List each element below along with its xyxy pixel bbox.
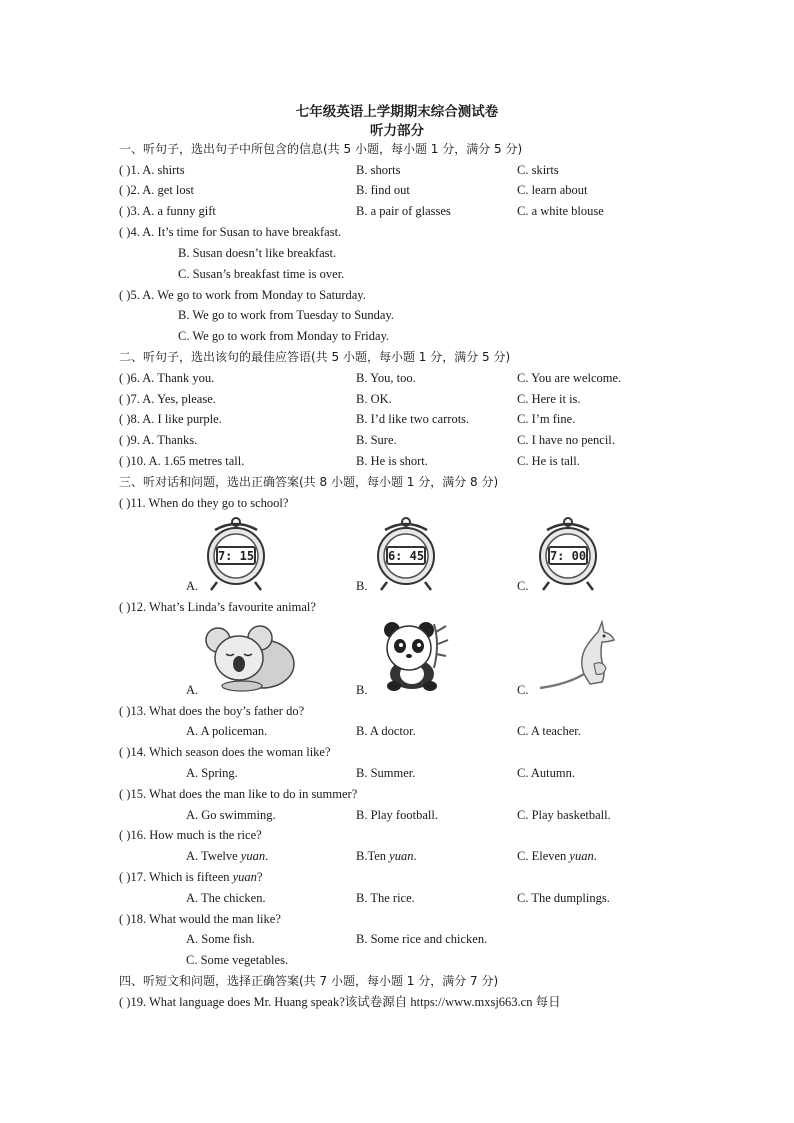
q15-option-a: A. Go swimming. — [186, 808, 276, 822]
q16-stem: ( )16. How much is the rice? — [119, 828, 262, 842]
koala-image — [204, 620, 296, 692]
kangaroo-image — [538, 618, 618, 692]
q7-stem: ( )7. A. Yes, please. — [119, 392, 216, 406]
q17-option-c: C. The dumplings. — [517, 891, 610, 905]
q17-option-a: A. The chicken. — [186, 891, 266, 905]
q16-option-b: B.Ten yuan. — [356, 849, 417, 863]
q9-option-b: B. Sure. — [356, 433, 397, 447]
q3-option-c: C. a white blouse — [517, 204, 604, 218]
q13-option-b: B. A doctor. — [356, 724, 416, 738]
q15-option-b: B. Play football. — [356, 808, 438, 822]
q5-option-c: C. We go to work from Monday to Friday. — [178, 329, 390, 343]
section3-heading: 三、听对话和问题，选出正确答案(共 8 小题，每小题 1 分，满分 8 分) — [119, 475, 499, 489]
q16-option-c: C. Eleven yuan. — [517, 849, 597, 863]
q2-option-c: C. learn about — [517, 183, 588, 197]
q2-stem: ( )2. A. get lost — [119, 183, 194, 197]
q12-stem: ( )12. What’s Linda’s favourite animal? — [119, 600, 316, 614]
q8-stem: ( )8. A. I like purple. — [119, 412, 222, 426]
panda-image — [378, 618, 452, 692]
clock-b-time: 6: 45 — [387, 549, 425, 563]
q5-option-b: B. We go to work from Tuesday to Sunday. — [178, 308, 395, 322]
q12-label-a: A. — [186, 683, 199, 697]
q9-stem: ( )9. A. Thanks. — [119, 433, 198, 447]
q12-label-b: B. — [356, 683, 368, 697]
q6-option-c: C. You are welcome. — [517, 371, 622, 385]
q1-option-c: C. skirts — [517, 163, 559, 177]
q7-option-c: C. Here it is. — [517, 392, 581, 406]
q14-option-c: C. Autumn. — [517, 766, 575, 780]
q9-option-c: C. I have no pencil. — [517, 433, 615, 447]
q13-option-a: A. A policeman. — [186, 724, 268, 738]
q14-option-b: B. Summer. — [356, 766, 416, 780]
alarm-clock-c — [537, 516, 599, 592]
q5-stem: ( )5. A. We go to work from Monday to Saturday. — [119, 288, 366, 302]
q10-option-b: B. He is short. — [356, 454, 428, 468]
clock-c-time: 7: 00 — [549, 549, 587, 563]
section2-heading: 二、听句子，选出该句的最佳应答语(共 5 小题，每小题 1 分，满分 5 分) — [119, 350, 511, 364]
section4-heading: 四、听短文和问题，选择正确答案(共 7 小题，每小题 1 分，满分 7 分) — [119, 974, 499, 988]
q12-label-c: C. — [517, 683, 529, 697]
q11-label-c: C. — [517, 579, 529, 593]
q11-label-b: B. — [356, 579, 368, 593]
q17-option-b: B. The rice. — [356, 891, 415, 905]
q4-stem: ( )4. A. It’s time for Susan to have breakfast. — [119, 225, 342, 239]
clock-a-time: 7: 15 — [217, 549, 255, 563]
q14-option-a: A. Spring. — [186, 766, 238, 780]
alarm-clock-b — [375, 516, 437, 592]
page-subtitle: 听力部分 — [370, 123, 424, 139]
page-title: 七年级英语上学期期末综合测试卷 — [295, 104, 499, 120]
q8-option-b: B. I’d like two carrots. — [356, 412, 470, 426]
q11-stem: ( )11. When do they go to school? — [119, 496, 289, 510]
q13-option-c: C. A teacher. — [517, 724, 581, 738]
q15-stem: ( )15. What does the man like to do in summer? — [119, 787, 358, 801]
q4-option-c: C. Susan’s breakfast time is over. — [178, 267, 345, 281]
q6-stem: ( )6. A. Thank you. — [119, 371, 215, 385]
q15-option-c: C. Play basketball. — [517, 808, 611, 822]
q10-option-c: C. He is tall. — [517, 454, 580, 468]
q13-stem: ( )13. What does the boy’s father do? — [119, 704, 305, 718]
q17-stem: ( )17. Which is fifteen yuan? — [119, 870, 263, 884]
q19-stem: ( )19. What language does Mr. Huang speak?该试卷源自 https://www.mxsj663.cn 每日 — [119, 995, 561, 1009]
q14-stem: ( )14. Which season does the woman like? — [119, 745, 331, 759]
q3-stem: ( )3. A. a funny gift — [119, 204, 216, 218]
q18-option-a: A. Some fish. — [186, 932, 255, 946]
alarm-clock-a — [205, 516, 267, 592]
q7-option-b: B. OK. — [356, 392, 392, 406]
q10-stem: ( )10. A. 1.65 metres tall. — [119, 454, 245, 468]
section1-heading: 一、听句子，选出句子中所包含的信息(共 5 小题，每小题 1 分，满分 5 分) — [119, 142, 523, 156]
q3-option-b: B. a pair of glasses — [356, 204, 451, 218]
q2-option-b: B. find out — [356, 183, 410, 197]
q18-option-c: C. Some vegetables. — [186, 953, 289, 967]
q18-stem: ( )18. What would the man like? — [119, 912, 281, 926]
q6-option-b: B. You, too. — [356, 371, 416, 385]
q11-label-a: A. — [186, 579, 199, 593]
q16-option-a: A. Twelve yuan. — [186, 849, 269, 863]
q18-option-b: B. Some rice and chicken. — [356, 932, 488, 946]
q8-option-c: C. I’m fine. — [517, 412, 576, 426]
q1-option-b: B. shorts — [356, 163, 401, 177]
q1-stem: ( )1. A. shirts — [119, 163, 185, 177]
q4-option-b: B. Susan doesn’t like breakfast. — [178, 246, 337, 260]
